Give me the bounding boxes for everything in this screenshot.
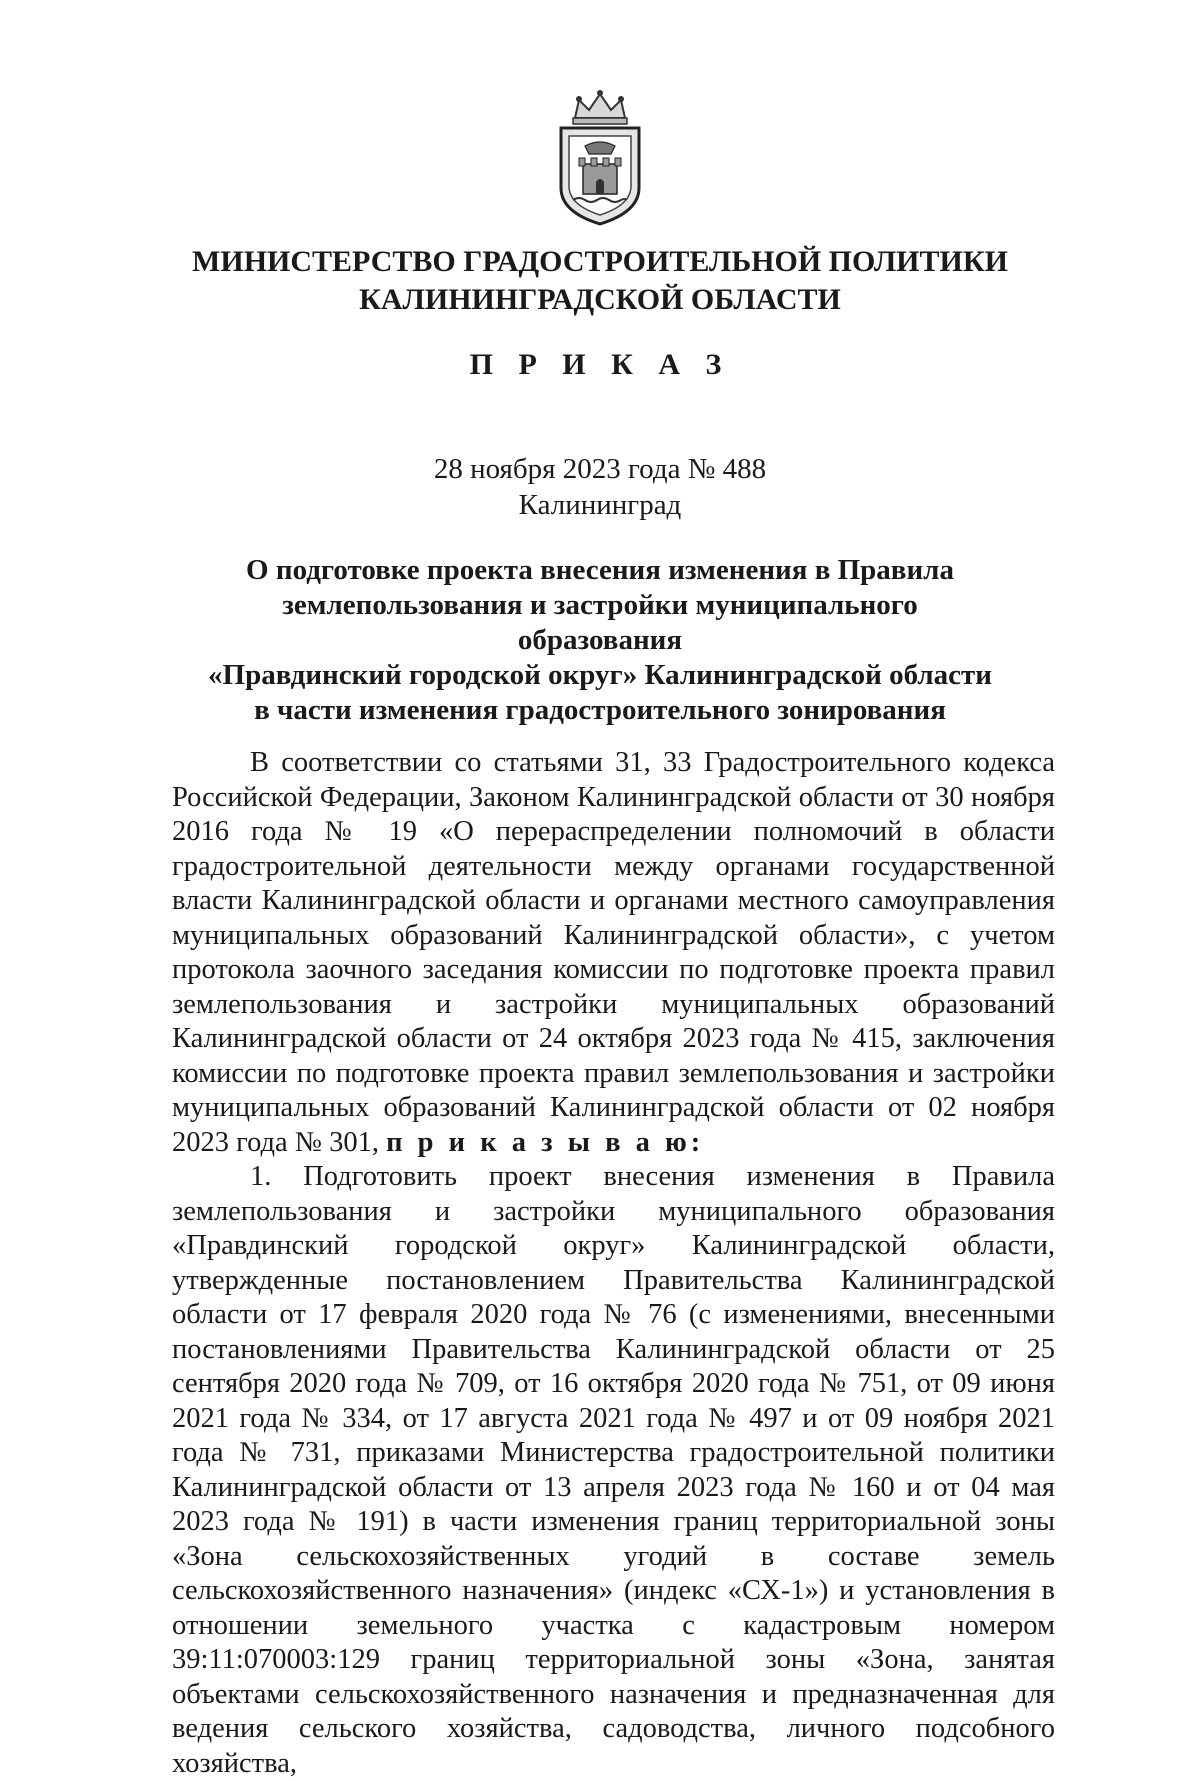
document-type-title: П Р И К А З — [469, 348, 731, 381]
subject-line-4: в части изменения градостроительного зонирования — [254, 694, 946, 726]
coat-of-arms-graphic — [545, 88, 655, 228]
order-verb: п р и к а з ы в а ю: — [386, 1126, 705, 1158]
coat-of-arms-icon — [545, 88, 655, 228]
order-subject — [200, 553, 1000, 728]
preamble-paragraph — [172, 746, 1055, 1160]
ministry-name — [150, 243, 1050, 319]
order-item-1: 1. Подготовить проект внесения изменения в Правила землепользования и застройки муниципального образования «Правдинский городской округ» Калининградской области, утвержденные постановлением Правительства Калининградской области от 17 февраля 2020 года № 76 (с изменениями, внесенными постановлениями Правительства Калининградской области от 25 сентября 2020 года № 709, от 16 октября 2020 года № 751, от 09 июня 2021 года № 334, от 17 августа 2021 года № 497 и от 09 ноября 2021 года № 731, приказами Министерства градостроительной политики Калининградской области от 13 апреля 2023 года № 160 и от 04 мая 2023 года № 191) в части изменения границ территориальной зоны «Зона сельскохозяйственных угодий в составе земель сельскохозяйственного назначения» (индекс «СХ-1») и установления в отношении земельного участка с кадастровым номером 39:11:070003:129 границ территориальной зоны «Зона, занятая объектами сельскохозяйственного назначения и предназначенная для ведения сельского хозяйства, садоводства, личного подсобного хозяйства, — [172, 1161, 1055, 1779]
ministry-name-line-1: МИНИСТЕРСТВО ГРАДОСТРОИТЕЛЬНОЙ ПОЛИТИКИ — [192, 245, 1008, 278]
order-date-number: 28 ноября 2023 года № 488 — [433, 453, 767, 485]
ministry-name-line-2: КАЛИНИНГРАДСКОЙ ОБЛАСТИ — [359, 283, 841, 316]
subject-line-1: О подготовке проекта внесения изменения в Правила — [246, 554, 954, 586]
subject-line-3: «Правдинский городской округ» Калининградской области — [208, 659, 992, 691]
subject-line-2: землепользования и застройки муниципального образования — [282, 589, 918, 656]
preamble-text: В соответствии со статьями 31, 33 Градостроительного кодекса Российской Федерации, Законом Калининградской области от 30 ноября 2016 года № 19 «О перераспределении полномочий в области градостроительной деятельности между органами государственной власти Калининградской области и органами местного самоуправления муниципальных образований Калининградской области», с учетом протокола заочного заседания комиссии по подготовке проекта правил землепользования и застройки муниципальных образований Калининградской области от 24 октября 2023 года № 415, заключения комиссии по подготовке проекта правил землепользования и застройки муниципальных образований Калининградской области от 02 ноября 2023 года № 301, — [172, 747, 1055, 1158]
order-city: Калининград — [518, 489, 682, 521]
order-body — [172, 746, 1055, 1781]
